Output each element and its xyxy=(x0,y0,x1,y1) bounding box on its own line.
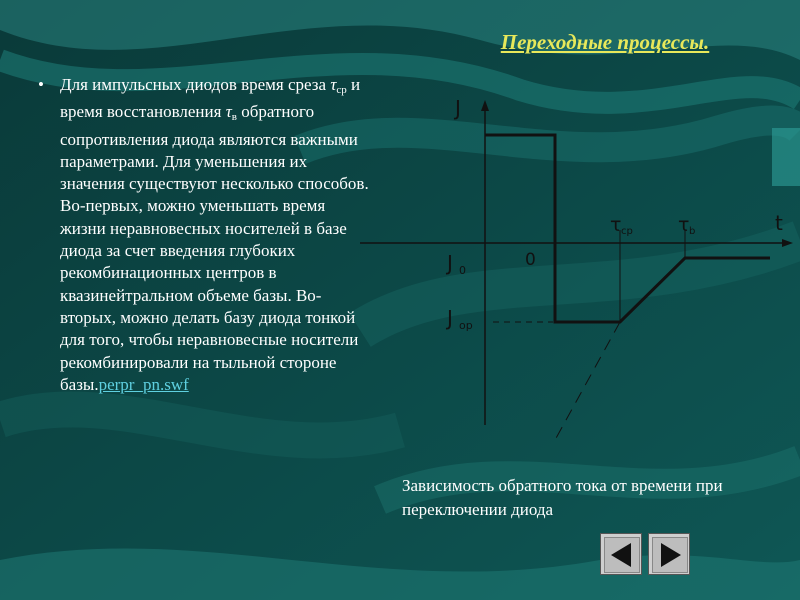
graph-caption: Зависимость обратного тока от времени при переключении диода xyxy=(402,476,723,519)
bullet-text xyxy=(38,74,375,396)
back-button-label xyxy=(601,534,602,535)
forward-button-label xyxy=(649,534,650,535)
y-axis-arrow xyxy=(481,100,489,111)
tau-cp-label: τ xyxy=(610,214,622,236)
j0-sub: 0 xyxy=(459,264,466,277)
jop-label: J xyxy=(447,306,453,330)
x-axis-arrow xyxy=(782,239,793,247)
back-button[interactable] xyxy=(600,533,642,575)
triangle-left-icon xyxy=(605,538,639,572)
x-axis-label: t xyxy=(775,211,783,235)
bullet-symbol: • xyxy=(38,75,44,94)
back-button-face xyxy=(604,537,640,573)
slide-title: Переходные процессы. xyxy=(500,30,710,54)
zero-label: 0 xyxy=(525,250,536,270)
tau-cp-sub-label: ср xyxy=(621,226,633,237)
extrapolation-line xyxy=(555,322,620,440)
para-part2: и время восстановления xyxy=(60,75,361,122)
tau-cp-sub: ср xyxy=(336,84,347,96)
tau-b-label: τ xyxy=(678,214,690,236)
y-axis-label: J xyxy=(455,96,461,120)
para-part1: Для импульсных диодов время среза xyxy=(60,75,331,94)
para-part3: обратного сопротивления диода являются важными параметрами. Для уменьшения их значения существуют несколько способов. Во-первых, можно уменьшать время жизни неравновесных носителей в базе диода за счет введения глубоких рекомбинационных центров в квазинейтральном объеме базы. Во-вторых, можно делать базу диода тонкой для того, чтобы неравновесные носители рекомбинировали на тыльной стороне базы. xyxy=(60,102,369,394)
jop-sub: ор xyxy=(459,319,473,332)
current-time-graph xyxy=(355,95,795,455)
j0-label: J xyxy=(447,251,453,275)
forward-button-face xyxy=(652,537,688,573)
tau-b-symbol: τ xyxy=(225,102,232,122)
tau-b-sub: в xyxy=(231,111,237,124)
forward-button[interactable] xyxy=(648,533,690,575)
triangle-right-icon xyxy=(653,538,687,572)
swf-link[interactable]: perpr_pn.swf xyxy=(98,374,189,394)
tau-cp-symbol: τ xyxy=(330,75,337,94)
tau-b-sub-label: b xyxy=(689,226,696,237)
